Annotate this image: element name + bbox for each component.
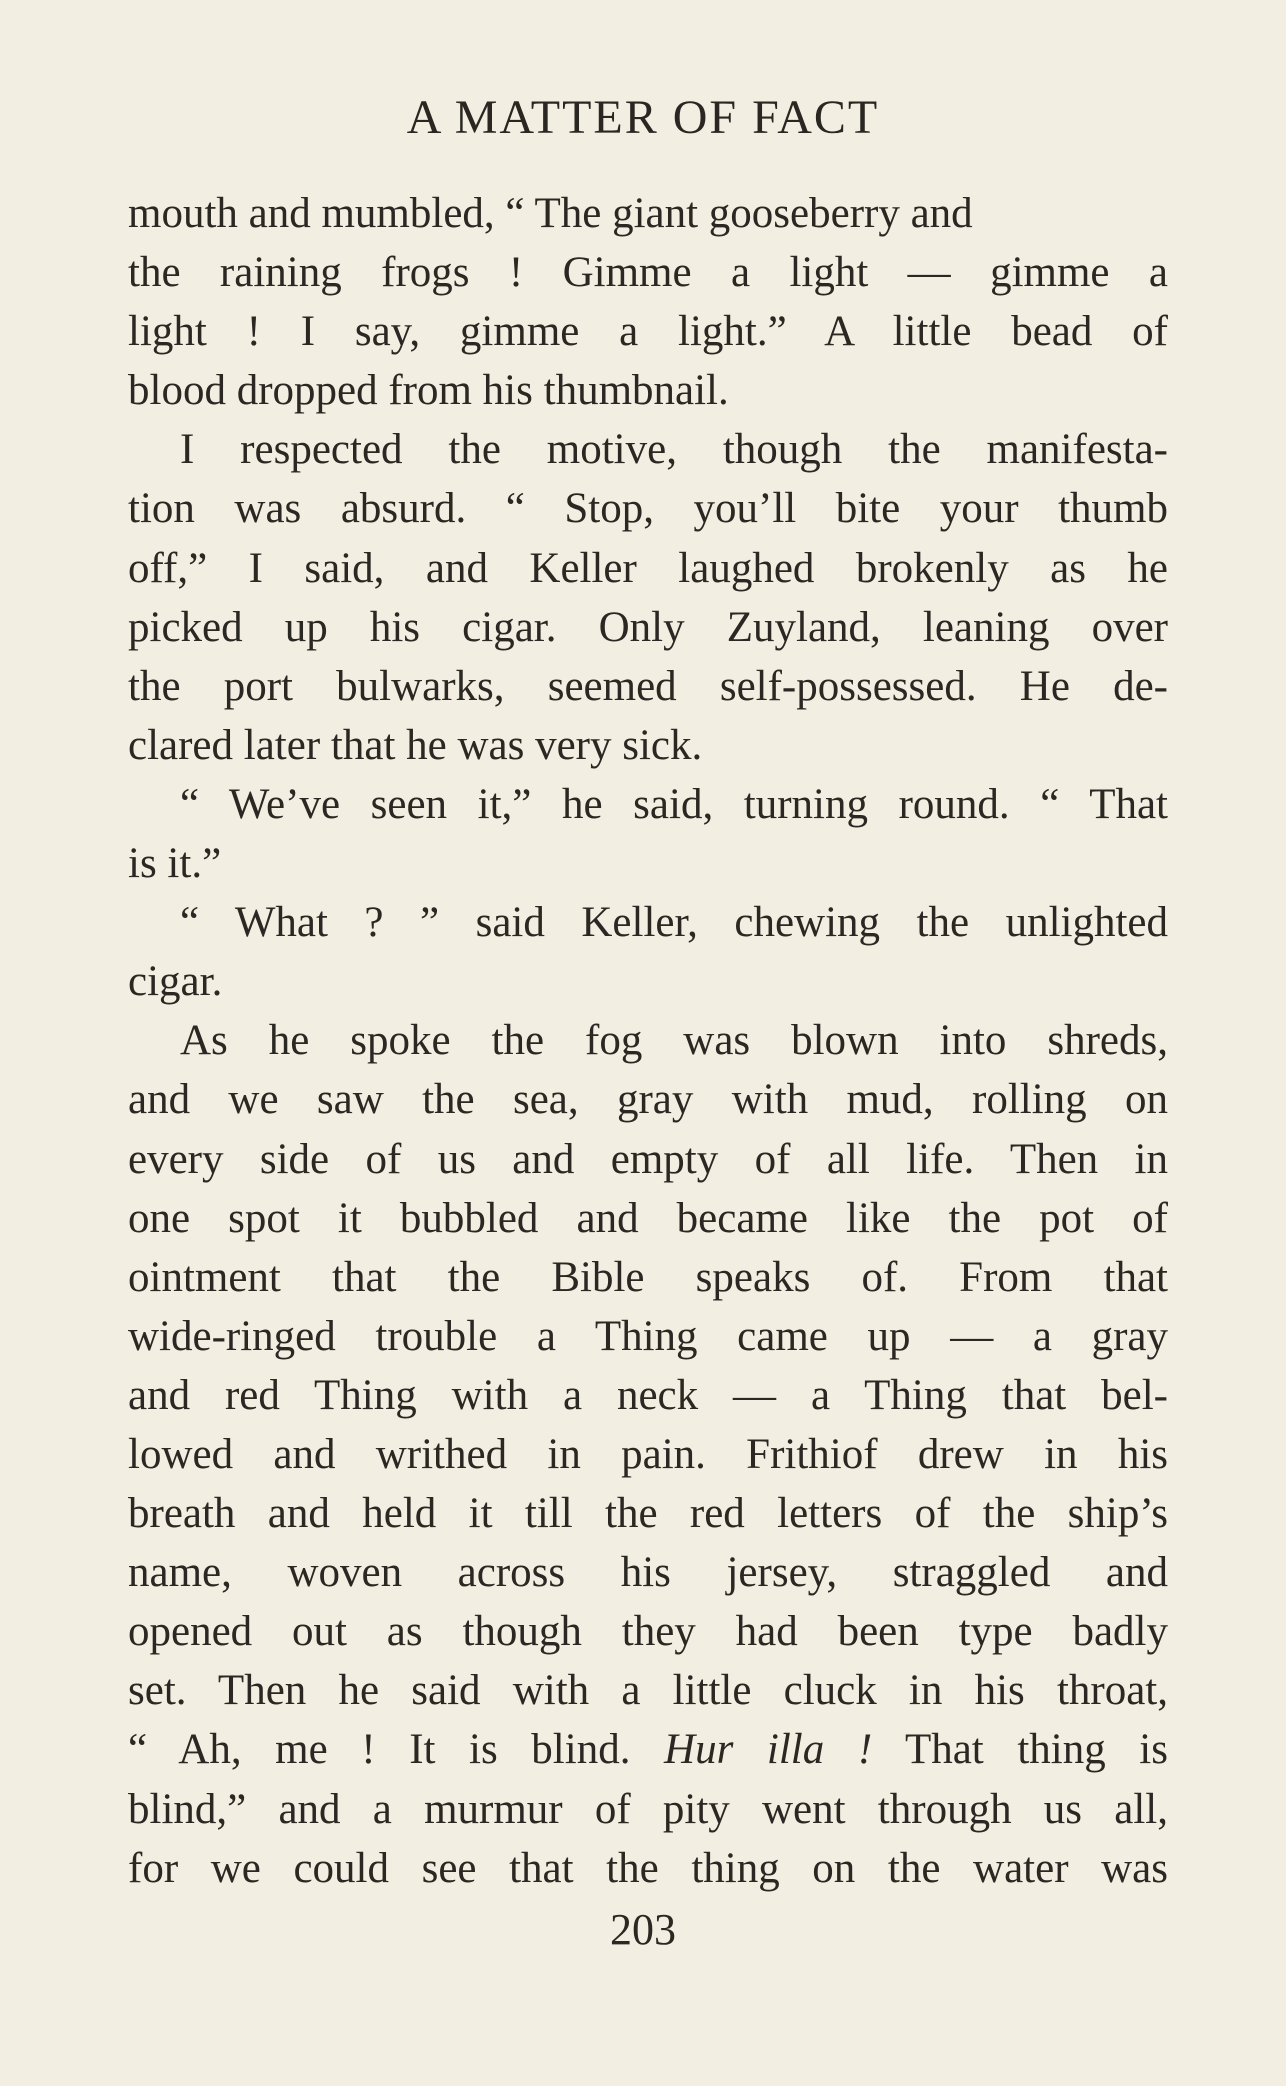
text-line: cigar.	[128, 958, 223, 1006]
text-span: “ Ah, me ! It is blind.	[128, 1726, 665, 1774]
text-line: set. Then he said with a little cluck in his throat,	[128, 1667, 1168, 1715]
text-span: That thing is	[872, 1726, 1168, 1774]
text-line: opened out as though they had been type badly	[128, 1608, 1168, 1656]
text-line: for we could see that the thing on the water was	[128, 1844, 1168, 1892]
text-line: clared later that he was very sick.	[128, 721, 703, 769]
text-line: name, woven across his jersey, straggled and	[128, 1549, 1168, 1597]
text-line: mouth and mumbled, “ The giant gooseberry and	[128, 190, 973, 237]
text-line: breath and held it till the red letters of the ship’s	[128, 1490, 1168, 1538]
text-line: every side of us and empty of all life. Then in	[128, 1135, 1168, 1183]
text-line: “ We’ve seen it,” he said, turning round. “ That	[180, 780, 1168, 828]
text-line: blood dropped from his thumbnail.	[128, 367, 729, 415]
text-line: ointment that the Bible speaks of. From that	[128, 1253, 1168, 1301]
page-number: 203	[610, 1905, 676, 1954]
text-line-with-italic	[128, 1720, 1168, 1779]
text-line: As he spoke the fog was blown into shreds,	[180, 1017, 1168, 1065]
text-line: picked up his cigar. Only Zuyland, leaning over	[128, 603, 1168, 651]
text-line: and red Thing with a neck — a Thing that bel-	[128, 1371, 1168, 1419]
text-line: wide-ringed trouble a Thing came up — a gray	[128, 1312, 1168, 1360]
text-line: is it.”	[128, 840, 222, 888]
text-line: lowed and writhed in pain. Frithiof drew in his	[128, 1430, 1168, 1478]
text-line: the raining frogs ! Gimme a light — gimme a	[128, 249, 1168, 297]
text-line: the port bulwarks, seemed self-possessed. He de-	[128, 662, 1168, 710]
text-line: “ What ? ” said Keller, chewing the unlighted	[180, 899, 1168, 947]
text-line: I respected the motive, though the manifesta-	[180, 426, 1168, 474]
body-text	[128, 184, 1168, 1898]
running-head: A MATTER OF FACT	[406, 91, 880, 144]
text-line: one spot it bubbled and became like the pot of	[128, 1194, 1168, 1242]
italic-phrase: Hur illa !	[664, 1726, 873, 1774]
text-line: light ! I say, gimme a light.” A little bead of	[128, 308, 1168, 356]
text-line: tion was absurd. “ Stop, you’ll bite your thumb	[128, 485, 1168, 533]
text-line: off,” I said, and Keller laughed brokenly as he	[128, 544, 1168, 592]
text-line: blind,” and a murmur of pity went through us all,	[128, 1785, 1168, 1833]
text-line: and we saw the sea, gray with mud, rolling on	[128, 1076, 1168, 1124]
